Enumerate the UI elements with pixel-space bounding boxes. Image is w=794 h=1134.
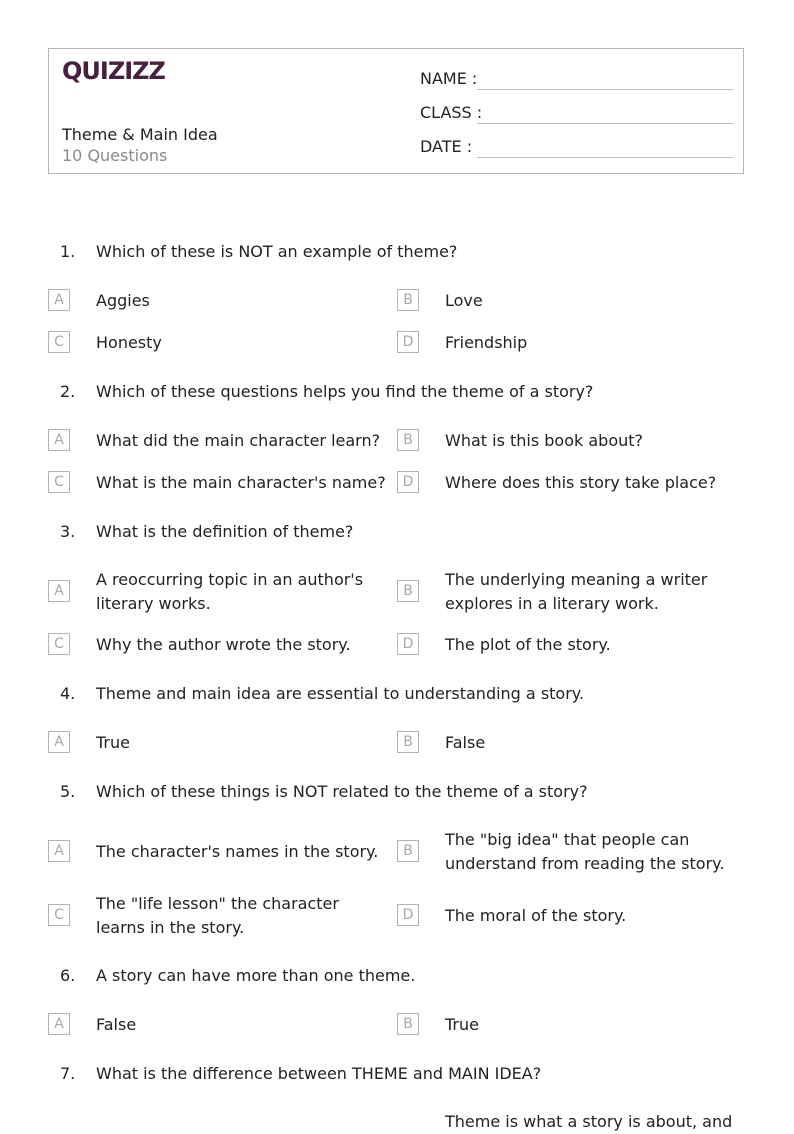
option-letter-box[interactable]: A (48, 1013, 70, 1035)
option-letter-box[interactable]: D (397, 904, 419, 926)
option-text: Love (445, 291, 483, 310)
option-text: False (96, 1015, 137, 1034)
question-number: 1. (60, 242, 76, 261)
option-text: True (96, 733, 130, 752)
quizizz-logo: QUIZIZZ (62, 57, 165, 85)
option-text: False (445, 733, 486, 752)
option-text: Why the author wrote the story. (96, 635, 351, 654)
option-text: A reoccurring topic in an author's literary works. (96, 570, 364, 613)
option-text: What is this book about? (445, 431, 644, 450)
option-letter-box[interactable]: D (397, 633, 419, 655)
option-text: What did the main character learn? (96, 431, 381, 450)
class-label: CLASS : (420, 103, 483, 122)
option-text: The "big idea" that people can understand from reading the story. (445, 830, 725, 873)
question-text: Which of these is NOT an example of theme? (96, 242, 458, 261)
question-count: 10 Questions (62, 146, 168, 165)
option-text: The underlying meaning a writer explores in a literary work. (445, 570, 708, 613)
question-number: 4. (60, 684, 76, 703)
option-letter-box[interactable]: A (48, 840, 70, 862)
option-letter-box[interactable]: B (397, 580, 419, 602)
option-letter-box[interactable]: B (397, 1013, 419, 1035)
date-label: DATE : (420, 137, 473, 156)
option-letter-box[interactable]: B (397, 731, 419, 753)
date-line[interactable] (477, 157, 733, 158)
option-letter-box[interactable]: B (397, 289, 419, 311)
option-text: The moral of the story. (445, 906, 627, 925)
question-number: 5. (60, 782, 76, 801)
option-text: Aggies (96, 291, 150, 310)
question-text: Which of these things is NOT related to the theme of a story? (96, 782, 588, 801)
option-letter-box[interactable]: A (48, 289, 70, 311)
question-text: What is the definition of theme? (96, 522, 354, 541)
option-text: Theme is what a story is about, and (445, 1112, 733, 1131)
option-letter-box[interactable]: B (397, 429, 419, 451)
question-text: Theme and main idea are essential to understanding a story. (96, 684, 585, 703)
class-line[interactable] (477, 123, 733, 124)
option-text: The "life lesson" the character learns in the story. (96, 894, 339, 937)
option-letter-box[interactable]: C (48, 904, 70, 926)
question-number: 6. (60, 966, 76, 985)
option-letter-box[interactable]: C (48, 331, 70, 353)
option-letter-box[interactable]: C (48, 633, 70, 655)
question-number: 3. (60, 522, 76, 541)
option-letter-box[interactable]: A (48, 429, 70, 451)
option-text: Friendship (445, 333, 528, 352)
name-line[interactable] (477, 89, 733, 90)
option-letter-box[interactable]: C (48, 471, 70, 493)
option-letter-box[interactable]: A (48, 731, 70, 753)
option-letter-box[interactable]: D (397, 331, 419, 353)
option-letter-box[interactable]: D (397, 471, 419, 493)
option-text: The plot of the story. (445, 635, 611, 654)
option-text: True (445, 1015, 479, 1034)
question-text: Which of these questions helps you find the theme of a story? (96, 382, 594, 401)
question-text: A story can have more than one theme. (96, 966, 416, 985)
question-text: What is the difference between THEME and MAIN IDEA? (96, 1064, 542, 1083)
option-letter-box[interactable]: B (397, 840, 419, 862)
question-number: 7. (60, 1064, 76, 1083)
question-number: 2. (60, 382, 76, 401)
option-text: Honesty (96, 333, 162, 352)
option-text: What is the main character's name? (96, 473, 386, 492)
option-text: Where does this story take place? (445, 473, 717, 492)
option-letter-box[interactable]: A (48, 580, 70, 602)
name-label: NAME : (420, 69, 478, 88)
option-text: The character's names in the story. (96, 842, 379, 861)
quiz-title: Theme & Main Idea (62, 125, 218, 144)
worksheet-header (48, 48, 744, 174)
